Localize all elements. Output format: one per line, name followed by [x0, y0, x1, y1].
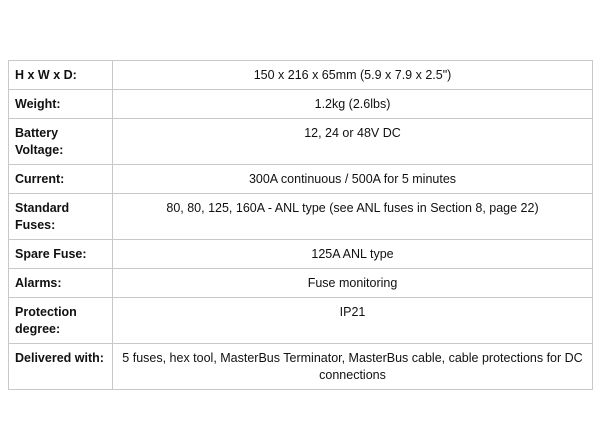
spec-value-standard-fuses: 80, 80, 125, 160A - ANL type (see ANL fuses in Section 8, page 22) [113, 194, 593, 240]
spec-value-weight: 1.2kg (2.6lbs) [113, 90, 593, 119]
spec-value-battery-voltage: 12, 24 or 48V DC [113, 119, 593, 165]
table-row [9, 90, 593, 119]
spec-value-alarms: Fuse monitoring [113, 269, 593, 298]
spec-value-current: 300A continuous / 500A for 5 minutes [113, 165, 593, 194]
table-row [9, 298, 593, 344]
table-row [9, 61, 593, 90]
specifications-table [8, 60, 593, 390]
spec-label-delivered-with: Delivered with: [9, 344, 113, 390]
table-row [9, 165, 593, 194]
spec-label-alarms: Alarms: [9, 269, 113, 298]
spec-value-dimensions: 150 x 216 x 65mm (5.9 x 7.9 x 2.5") [113, 61, 593, 90]
table-row [9, 344, 593, 390]
table-row [9, 194, 593, 240]
table-row [9, 240, 593, 269]
spec-value-spare-fuse: 125A ANL type [113, 240, 593, 269]
spec-label-battery-voltage: Battery Voltage: [9, 119, 113, 165]
spec-value-delivered-with: 5 fuses, hex tool, MasterBus Terminator, MasterBus cable, cable protections for DC connections [113, 344, 593, 390]
table-row [9, 119, 593, 165]
spec-label-spare-fuse: Spare Fuse: [9, 240, 113, 269]
spec-label-standard-fuses: Standard Fuses: [9, 194, 113, 240]
spec-label-current: Current: [9, 165, 113, 194]
spec-label-protection-degree: Protection degree: [9, 298, 113, 344]
table-row [9, 269, 593, 298]
spec-label-dimensions: H x W x D: [9, 61, 113, 90]
spec-value-protection-degree: IP21 [113, 298, 593, 344]
spec-label-weight: Weight: [9, 90, 113, 119]
